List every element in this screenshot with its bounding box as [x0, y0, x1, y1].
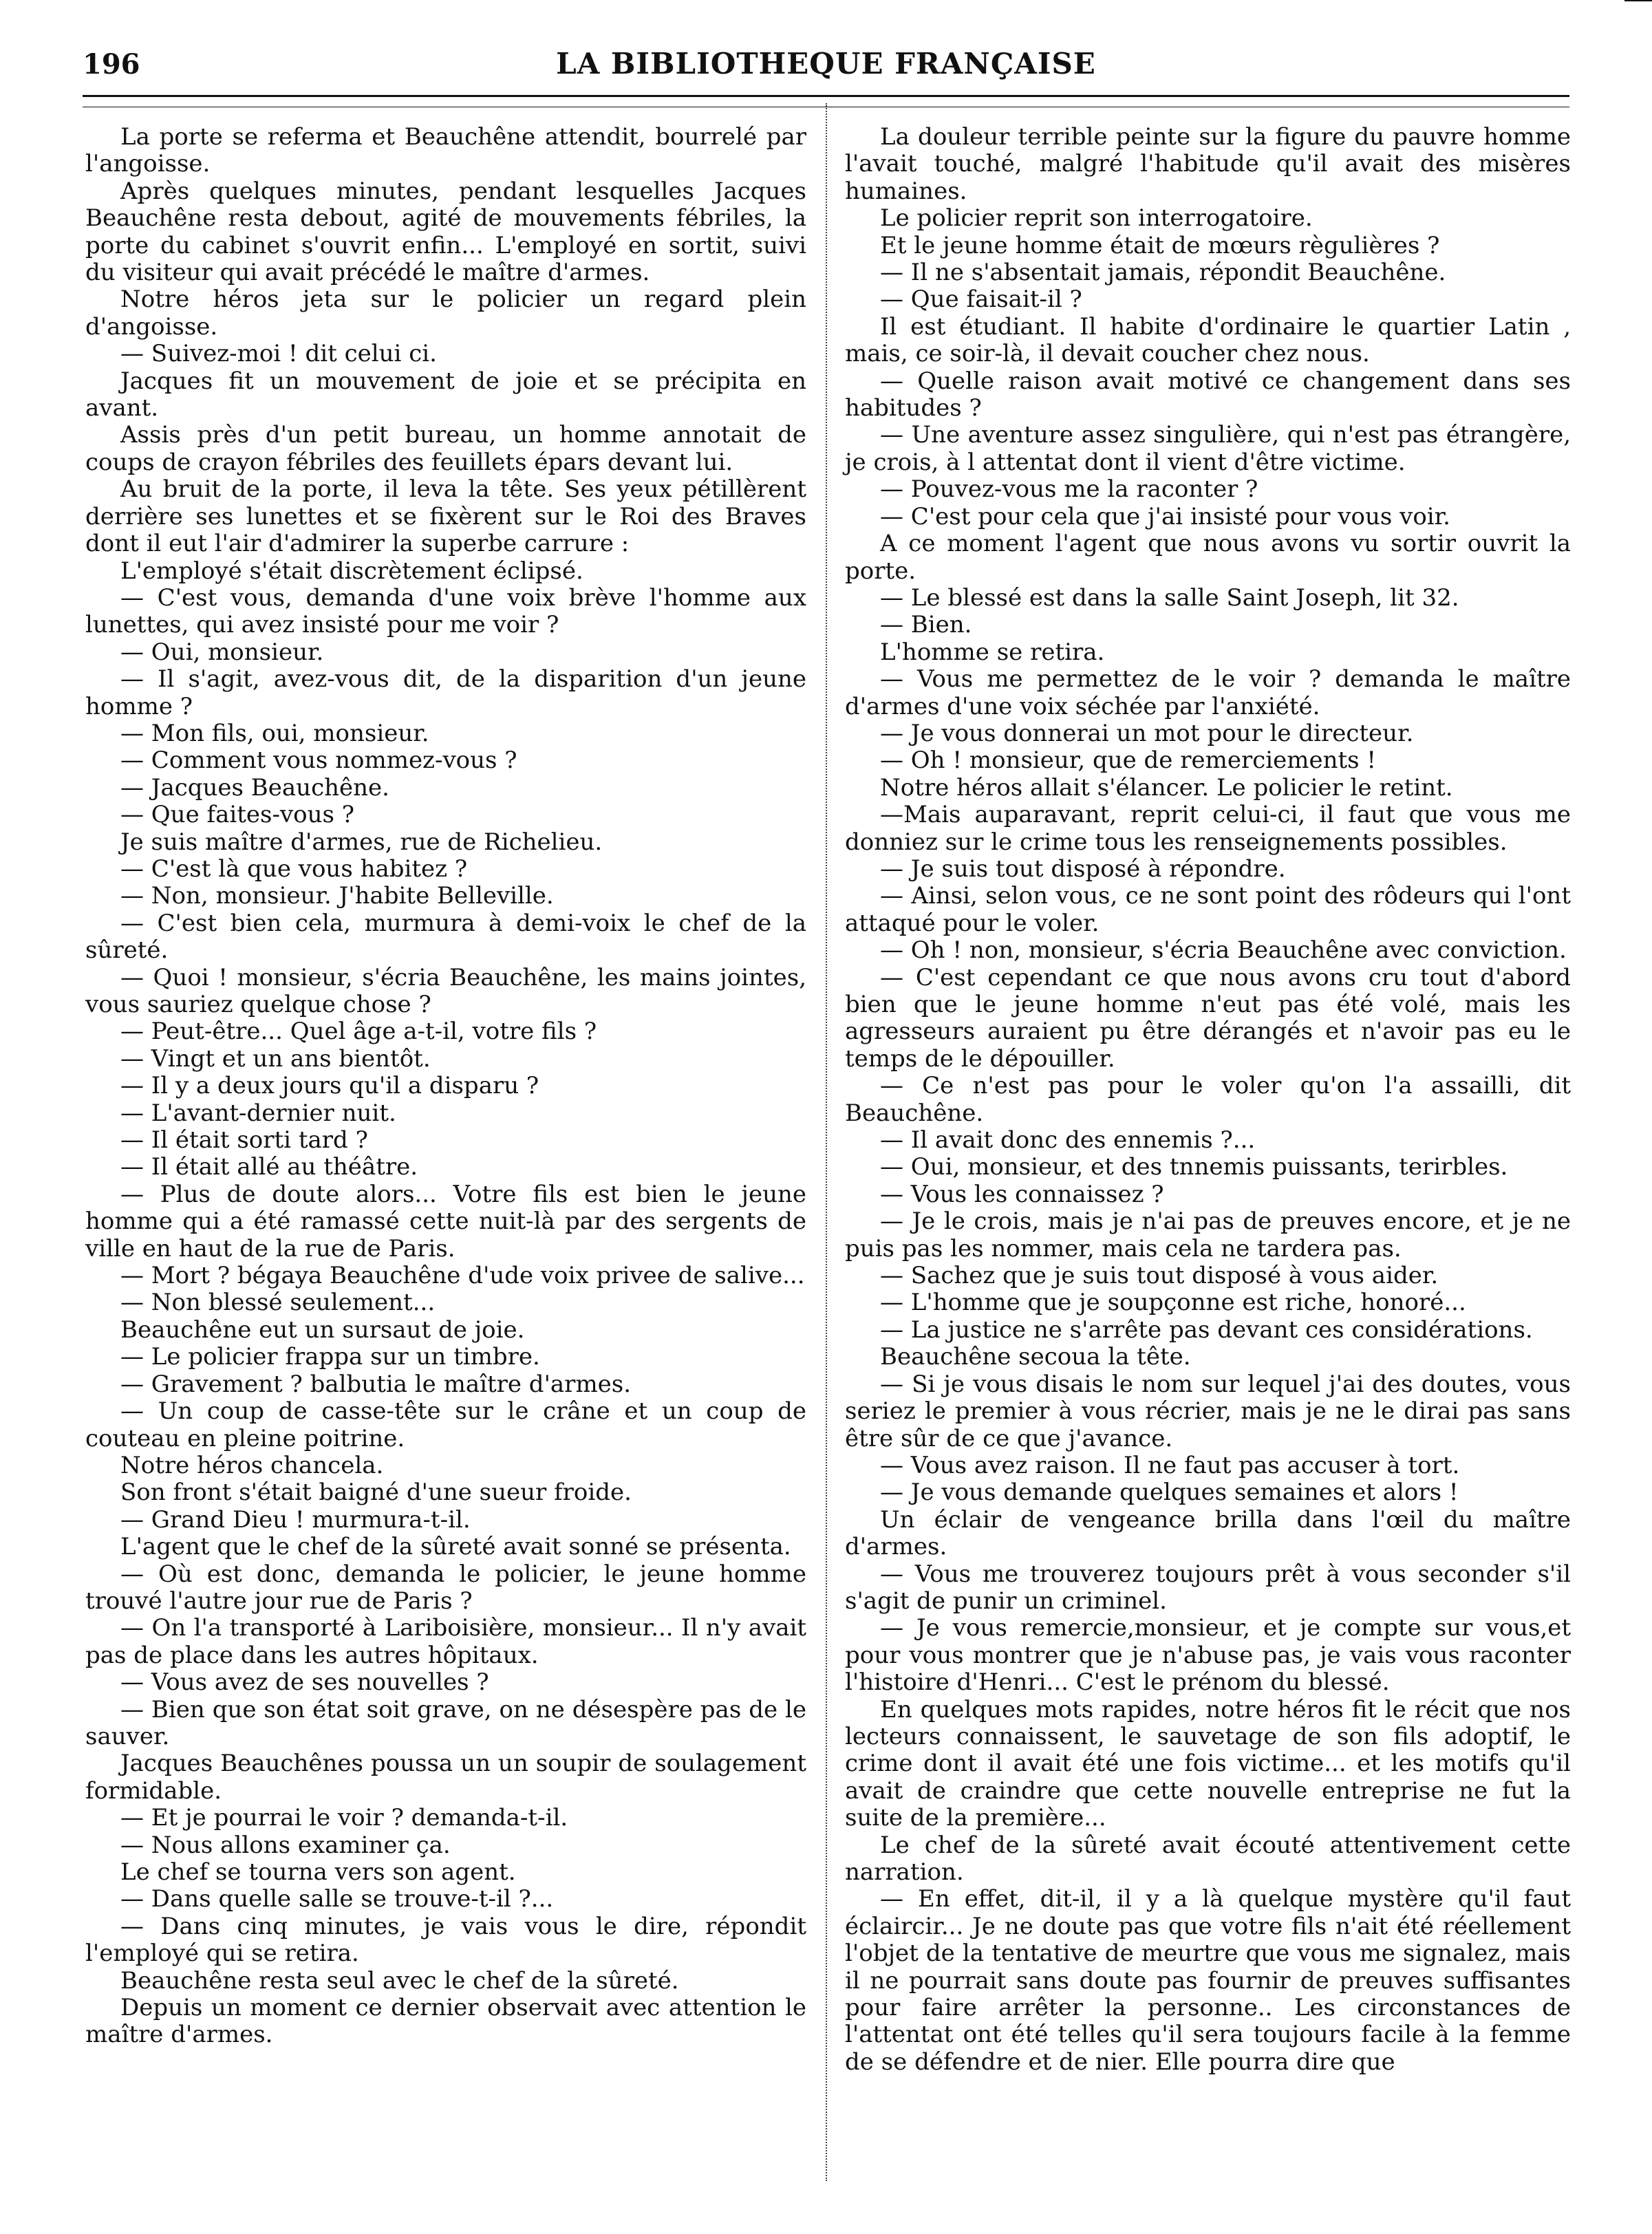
paragraph: — L'homme que je soupçonne est riche, honoré... [880, 1289, 1466, 1317]
paragraph: — Non, monsieur. J'habite Belleville. [120, 882, 554, 910]
paragraph: — Suivez-moi ! dit celui ci. [120, 340, 437, 368]
paragraph: Beauchêne secoua la tête. [880, 1343, 1191, 1371]
paragraph: Le chef se tourna vers son agent. [120, 1858, 516, 1886]
paragraph: — Vous avez de ses nouvelles ? [120, 1668, 489, 1697]
paragraph: Beauchêne resta seul avec le chef de la sûreté. [120, 1966, 679, 1995]
paragraph: — Vous me trouverez toujours prêt à vous seconder s'il s'agit de punir un criminel. [845, 1560, 1571, 1615]
paragraph: — Sachez que je suis tout disposé à vous aider. [880, 1262, 1439, 1290]
running-title: LA BIBLIOTHEQUE FRANÇAISE [556, 47, 1096, 80]
paragraph: Jacques Beauchênes poussa un un soupir de soulagement formidable. [85, 1750, 806, 1805]
paragraph: — Et je pourrai le voir ? demanda-t-il. [120, 1804, 568, 1832]
paragraph: — Grand Dieu ! murmura-t-il. [120, 1505, 471, 1534]
paragraph: — Où est donc, demanda le policier, le jeune homme trouvé l'autre jour rue de Paris ? [85, 1560, 806, 1615]
paragraph: Notre héros chancela. [120, 1451, 384, 1479]
paragraph: — Mon fils, oui, monsieur. [120, 719, 429, 747]
paragraph: Il est étudiant. Il habite d'ordinaire le quartier Latin , mais, ce soir-là, il devait coucher chez nous. [845, 312, 1571, 368]
paragraph: — L'avant-dernier nuit. [120, 1099, 396, 1127]
paragraph: — C'est là que vous habitez ? [120, 855, 468, 883]
paragraph: — La justice ne s'arrête pas devant ces considérations. [880, 1315, 1533, 1344]
paragraph: — C'est bien cela, murmura à demi-voix le chef de la sûreté. [85, 909, 806, 965]
paragraph: L'agent que le chef de la sûreté avait sonné se présenta. [120, 1533, 791, 1561]
paragraph: — Le blessé est dans la salle Saint Joseph, lit 32. [880, 583, 1459, 612]
paragraph: A ce moment l'agent que nous avons vu sortir ouvrit la porte. [845, 530, 1571, 585]
paragraph: — Gravement ? balbutia le maître d'armes. [120, 1370, 632, 1398]
paragraph: L'employé s'était discrètement éclipsé. [120, 557, 583, 585]
paragraph: — Non blessé seulement... [120, 1289, 436, 1317]
paragraph: — C'est vous, demanda d'une voix brève l'homme aux lunettes, qui avez insisté pour me voir ? [85, 583, 806, 639]
paragraph: — Il y a deux jours qu'il a disparu ? [120, 1072, 539, 1100]
paragraph: — Je le crois, mais je n'ai pas de preuves encore, et je ne puis pas les nommer, mais cela ne tardera pas. [845, 1207, 1571, 1263]
paragraph: — Je vous remercie,monsieur, et je compte sur vous,et pour vous montrer que je n'abuse pas, je vais vous raconter l'histoire d'Henri... C'est le prénom du blessé. [845, 1614, 1571, 1697]
paragraph: — Il s'agit, avez-vous dit, de la disparition d'un jeune homme ? [85, 665, 806, 720]
paragraph: Au bruit de la porte, il leva la tête. Ses yeux pétillèrent derrière ses lunettes et se fixèrent sur le Roi des Braves dont il eut l'air d'admirer la superbe carrure : [85, 475, 806, 558]
paragraph: — En effet, dit-il, il y a là quelque mystère qu'il faut éclaircir... Je ne doute pas que votre fils n'ait été réellement l'objet de la tentative de meurtre que vous me signalez, mais il ne pourrait sans doute pas fournir de preuves suffisantes pour faire arrêter la personne.. Les circonstances de l'attentat ont été telles qu'il sera toujours facile à la femme de se défendre et de nier. Elle pourra dire que [845, 1885, 1571, 2076]
paragraph: — Mort ? bégaya Beauchêne d'ude voix privee de salive... [120, 1262, 805, 1290]
paragraph: —Mais auparavant, reprit celui-ci, il faut que vous me donniez sur le crime tous les renseignements possibles. [845, 801, 1571, 856]
paragraph: Beauchêne eut un sursaut de joie. [120, 1315, 525, 1344]
paragraph: Depuis un moment ce dernier observait avec attention le maître d'armes. [85, 1994, 806, 2049]
paragraph: — Nous allons examiner ça. [120, 1831, 451, 1859]
paragraph: En quelques mots rapides, notre héros fit le récit que nos lecteurs connaissent, le sauvetage de son fils adoptif, le crime dont il avait été une fois victime... et les motifs qu'il avait de craindre que cette nouvelle entreprise ne fut la suite de la première... [845, 1695, 1571, 1832]
paragraph: — Il ne s'absentait jamais, répondit Beauchêne. [880, 259, 1446, 287]
left-column [85, 124, 806, 2049]
paragraph: Le chef de la sûreté avait écouté attentivement cette narration. [845, 1831, 1571, 1886]
paragraph: Jacques fit un mouvement de joie et se précipita en avant. [85, 367, 806, 422]
paragraph: — Il était allé au théâtre. [120, 1153, 418, 1181]
paragraph: — Que faites-vous ? [120, 801, 355, 829]
paragraph: — Bien. [880, 611, 972, 639]
paragraph: — Vous avez raison. Il ne faut pas accuser à tort. [880, 1451, 1460, 1479]
paragraph: — Vingt et un ans bientôt. [120, 1044, 431, 1073]
paragraph: Son front s'était baigné d'une sueur froide. [120, 1479, 632, 1507]
paragraph: — Peut-être... Quel âge a-t-il, votre fils ? [120, 1018, 597, 1046]
paragraph: — Une aventure assez singulière, qui n'est pas étrangère, je crois, à l attentat dont il vient d'être victime. [845, 421, 1571, 476]
paragraph: — Un coup de casse-tête sur le crâne et un coup de couteau en pleine poitrine. [85, 1397, 806, 1452]
paragraph: Après quelques minutes, pendant lesquelles Jacques Beauchêne resta debout, agité de mouvements fébriles, la porte du cabinet s'ouvrit enfin... L'employé en sortit, suivi du visiteur qui avait précédé le maître d'armes. [85, 177, 806, 287]
paragraph: — Bien que son état soit grave, on ne désespère pas de le sauver. [85, 1695, 806, 1750]
paragraph: — Oui, monsieur, et des tnnemis puissants, terirbles. [880, 1153, 1508, 1181]
paragraph: — Dans quelle salle se trouve-t-il ?... [120, 1885, 554, 1913]
paragraph: — C'est pour cela que j'ai insisté pour vous voir. [880, 502, 1450, 530]
paragraph: Assis près d'un petit bureau, un homme annotait de coups de crayon fébriles des feuillets épars devant lui. [85, 421, 806, 476]
page-number: 196 [83, 48, 140, 80]
paragraph: L'homme se retira. [880, 638, 1105, 666]
paragraph: — Le policier frappa sur un timbre. [120, 1343, 540, 1371]
paragraph: — Plus de doute alors... Votre fils est bien le jeune homme qui a été ramassé cette nuit-là par des sergents de ville en haut de la rue de Paris. [85, 1180, 806, 1263]
paragraph: Notre héros jeta sur le policier un regard plein d'angoisse. [85, 286, 806, 341]
paragraph: Notre héros allait s'élancer. Le policier le retint. [880, 773, 1453, 802]
paragraph: — C'est cependant ce que nous avons cru tout d'abord bien que le jeune homme n'eut pas été volé, mais les agresseurs auraient pu être dérangés et n'avoir pas eu le temps de le dépouiller. [845, 963, 1571, 1073]
paragraph: — Que faisait-il ? [880, 286, 1082, 314]
paragraph: — Pouvez-vous me la raconter ? [880, 475, 1258, 504]
paragraph: — Ainsi, selon vous, ce ne sont point des rôdeurs qui l'ont attaqué pour le voler. [845, 882, 1571, 937]
paragraph: Le policier reprit son interrogatoire. [880, 204, 1313, 233]
paragraph: — Si je vous disais le nom sur lequel j'ai des doutes, vous seriez le premier à vous récrier, mais je ne le dirai pas sans être sûr de ce que j'avance. [845, 1370, 1571, 1452]
paragraph: — Dans cinq minutes, je vais vous le dire, répondit l'employé qui se retira. [85, 1912, 806, 1968]
paragraph: — Je vous demande quelques semaines et alors ! [880, 1479, 1459, 1507]
paragraph: — Il avait donc des ennemis ?... [880, 1126, 1256, 1154]
paragraph: — Oh ! monsieur, que de remerciements ! [880, 747, 1377, 775]
paragraph: — Vous me permettez de le voir ? demanda le maître d'armes d'une voix séchée par l'anxiété. [845, 665, 1571, 720]
paragraph: — Vous les connaissez ? [880, 1180, 1164, 1208]
column-divider [826, 103, 827, 2181]
paragraph: La porte se referma et Beauchêne attendit, bourrelé par l'angoisse. [85, 123, 806, 178]
paragraph: La douleur terrible peinte sur la figure du pauvre homme l'avait touché, malgré l'habitude qu'il avait des misères humaines. [845, 123, 1571, 205]
paragraph: — Oui, monsieur. [120, 638, 324, 666]
paragraph: — Il était sorti tard ? [120, 1126, 368, 1154]
right-column [845, 124, 1571, 2076]
paragraph: — Comment vous nommez-vous ? [120, 747, 517, 775]
margin-mark [1624, 0, 1652, 1]
paragraph: — Oh ! non, monsieur, s'écria Beauchêne avec conviction. [880, 936, 1567, 965]
paragraph: — Je suis tout disposé à répondre. [880, 855, 1286, 883]
paragraph: — Ce n'est pas pour le voler qu'on l'a assailli, dit Beauchêne. [845, 1072, 1571, 1127]
paragraph: — Jacques Beauchêne. [120, 773, 389, 802]
paragraph: — Quelle raison avait motivé ce changement dans ses habitudes ? [845, 367, 1571, 422]
paragraph: — Je vous donnerai un mot pour le directeur. [880, 719, 1414, 747]
paragraph: Un éclair de vengeance brilla dans l'œil du maître d'armes. [845, 1505, 1571, 1561]
page-header [83, 41, 1569, 89]
paragraph: Et le jeune homme était de mœurs règulières ? [880, 231, 1440, 259]
paragraph: — Quoi ! monsieur, s'écria Beauchêne, les mains jointes, vous sauriez quelque chose ? [85, 963, 806, 1018]
paragraph: — On l'a transporté à Lariboisière, monsieur... Il n'y avait pas de place dans les autres hôpitaux. [85, 1614, 806, 1669]
paragraph: Je suis maître d'armes, rue de Richelieu. [120, 828, 603, 856]
